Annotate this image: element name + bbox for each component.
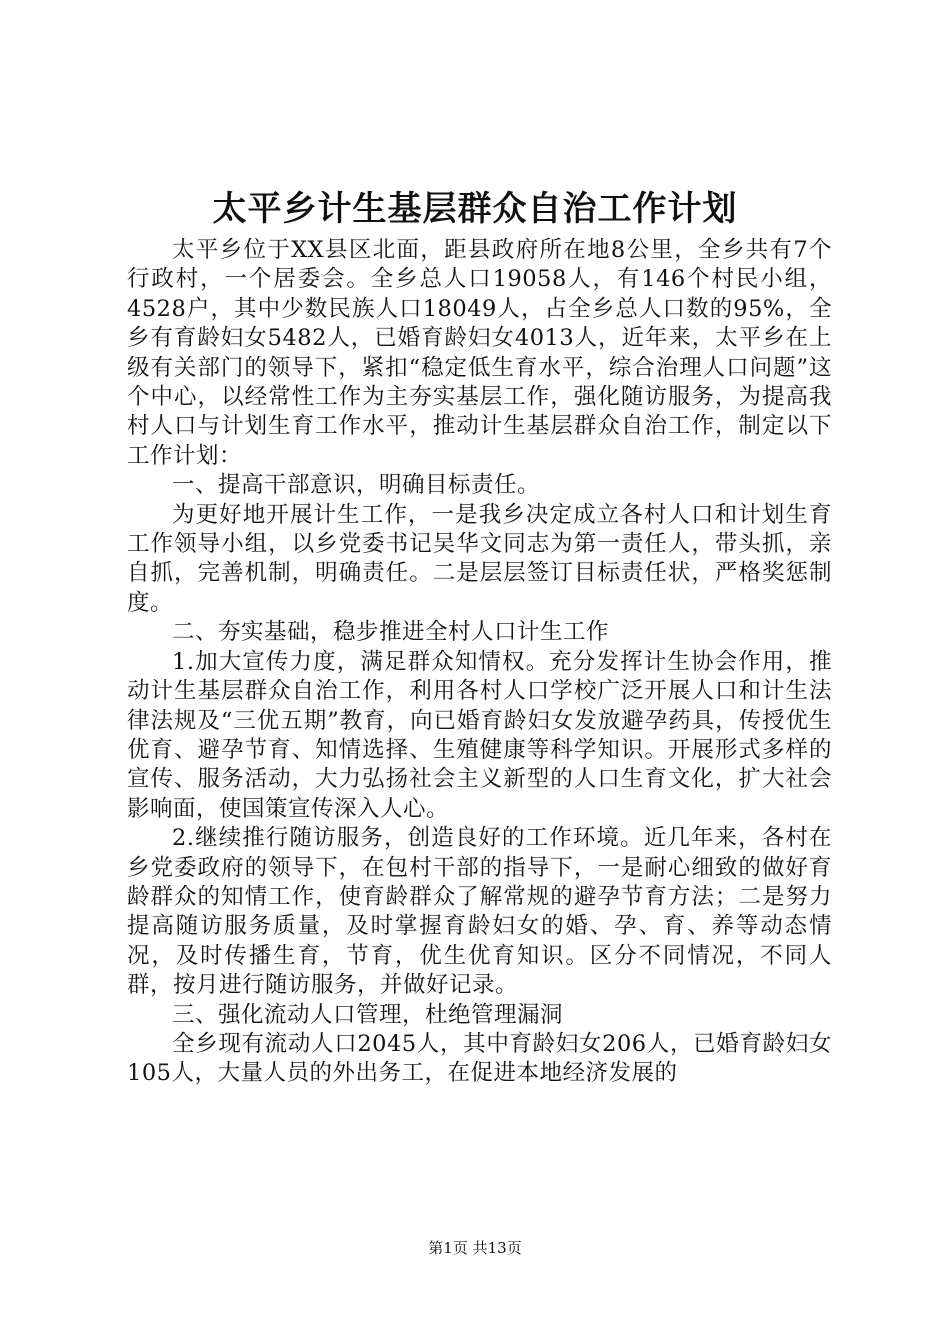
intro-paragraph: 太平乡位于XX县区北面，距县政府所在地8公里，全乡共有7个行政村，一个居委会。全乡总人口19058人，有146个村民小组，4528户，其中少数民族人口18049人，占全乡总人口数的95%，全乡有育龄妇女5482人，已婚育龄妇女4013人，近年来，太平乡在上级有关部门的领导下，紧扣“稳定低生育水平，综合治理人口问题”这个中心，以经常性工作为主夯实基层工作，强化随访服务，为提高我村人口与计划生育工作水平，推动计生基层群众自治工作，制定以下工作计划： (127, 237, 832, 469)
section-heading-1: 一、提高干部意识，明确目标责任。 (172, 472, 541, 499)
page-footer: 第1页 共13页 (428, 1239, 522, 1257)
section-heading-2: 二、夯实基础，稳步推进全村人口计生工作 (172, 619, 610, 646)
section-2-item-2: 2.继续推行随访服务，创造良好的工作环境。近几年来，各村在乡党委政府的领导下，在包村干部的指导下，一是耐心细致的做好育龄群众的知情工作，使育龄群众了解常规的避孕节育方法；二是努力提高随访服务质量，及时掌握育龄妇女的婚、孕、育、养等动态情况，及时传播生育，节育，优生优育知识。区分不同情况，不同人群，按月进行随访服务，并做好记录。 (127, 825, 832, 999)
document-title: 太平乡计生基层群众自治工作计划 (212, 189, 738, 229)
section-2-item-1: 1.加大宣传力度，满足群众知情权。充分发挥计生协会作用，推动计生基层群众自治工作，利用各村人口学校广泛开展人口和计生法律法规及“三优五期”教育，向已婚育龄妇女发放避孕药具，传授优生优育、避孕节育、知情选择、生殖健康等科学知识。开展形式多样的宣传、服务活动，大力弘扬社会主义新型的人口生育文化，扩大社会影响面，使国策宣传深入人心。 (127, 648, 832, 822)
section-3-paragraph: 全乡现有流动人口2045人，其中育龄妇女206人，已婚育龄妇女105人，大量人员的外出务工，在促进本地经济发展的 (127, 1030, 832, 1087)
document-body (127, 236, 832, 1089)
section-1-paragraph: 为更好地开展计生工作，一是我乡决定成立各村人口和计划生育工作领导小组，以乡党委书记吴华文同志为第一责任人，带头抓，亲自抓，完善机制，明确责任。二是层层签订目标责任状，严格奖惩制度。 (127, 501, 832, 616)
section-heading-3: 三、强化流动人口管理，杜绝管理漏洞 (172, 1001, 564, 1028)
